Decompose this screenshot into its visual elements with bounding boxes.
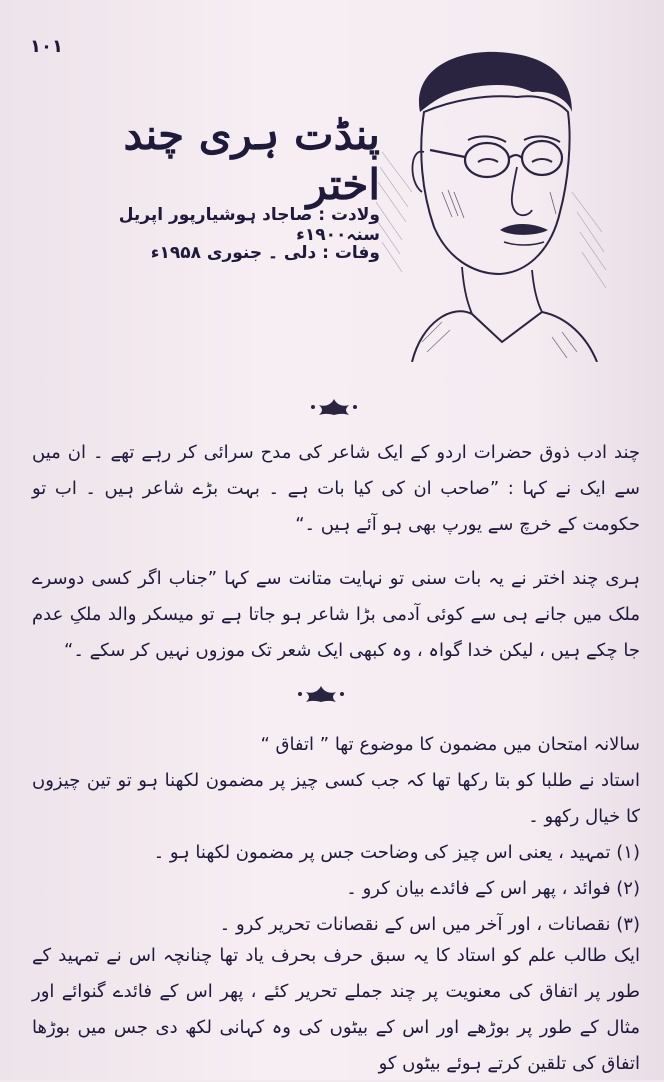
teacher-instruction-line: استاد نے طلبا کو بتا رکھا تھا کہ جب کسی چیز پر مضمون لکھنا ہو تو تین چیزوں کا خیال رکھو ۔ [32, 770, 640, 827]
anecdote-paragraph-2: ہری چند اختر نے یہ بات سنی تو نہایت متانت سے کہا ”جناب اگر کسی دوسرے ملک میں جانے ہی سے کوئی آدمی بڑا شاعر ہو جاتا ہے تو میسکر والد ملکِ عدم جا چکے ہیں ، لیکن خدا گواہ ، وہ کبھی ایک شعر تک موزوں نہیں کر سکے ۔“ [32, 568, 640, 661]
instruction-item-2: (۲) فوائد ، پھر اس کے فائدے بیان کرو ۔ [346, 878, 640, 899]
anecdote-paragraph-3 [32, 727, 640, 943]
essay-topic-line: سالانہ امتحان میں مضمون کا موضوع تھا ” اتفاق “ [260, 734, 640, 755]
anecdote-paragraph-1: چند ادب ذوق حضرات اردو کے ایک شاعر کی مدح سرائی کر رہے تھے ۔ ان میں سے ایک نے کہا : ”صاحب ان کی کیا بات ہے ۔ بہت بڑے شاعر ہیں ۔ اب تو حکومت کے خرچ سے یورپ بھی ہو آئے ہیں ۔“ [32, 442, 640, 535]
portrait-sketch [372, 42, 608, 362]
poet-name-title: پنڈت ہری چند اختر [123, 110, 380, 210]
ornament-divider-icon [296, 684, 346, 704]
page-number: ۱۰۱ [30, 36, 63, 57]
instruction-item-1: (۱) تمہید ، یعنی اس چیز کی وضاحت جس پر مضمون لکھنا ہو ۔ [153, 842, 640, 863]
anecdote-paragraph-4: ایک طالب علم کو استاد کا یہ سبق حرف بحرف یاد تھا چنانچہ اس نے تمہید کے طور پر اتفاق کی معنویت پر چند جملے تحریر کئے ، پھر اس کے فائدے گنوائے اور مثال کے طور پر بوڑھے اور اس کے بیٹوں کی وہ کہانی لکھ دی جس میں بوڑھا اتفاق کی تلقین کرتے ہوئے بیٹوں کو [32, 945, 640, 1074]
ornament-divider-icon [309, 397, 359, 417]
birth-info: ولادت : صاجاد ہوشیارپور اپریل سنہ۱۹۰۰ء [118, 205, 380, 246]
death-info: وفات : دلی ۔ جنوری ۱۹۵۸ء [150, 243, 380, 263]
instruction-item-3: (۳) نقصانات ، اور آخر میں اس کے نقصانات تحریر کرو ۔ [219, 914, 640, 935]
